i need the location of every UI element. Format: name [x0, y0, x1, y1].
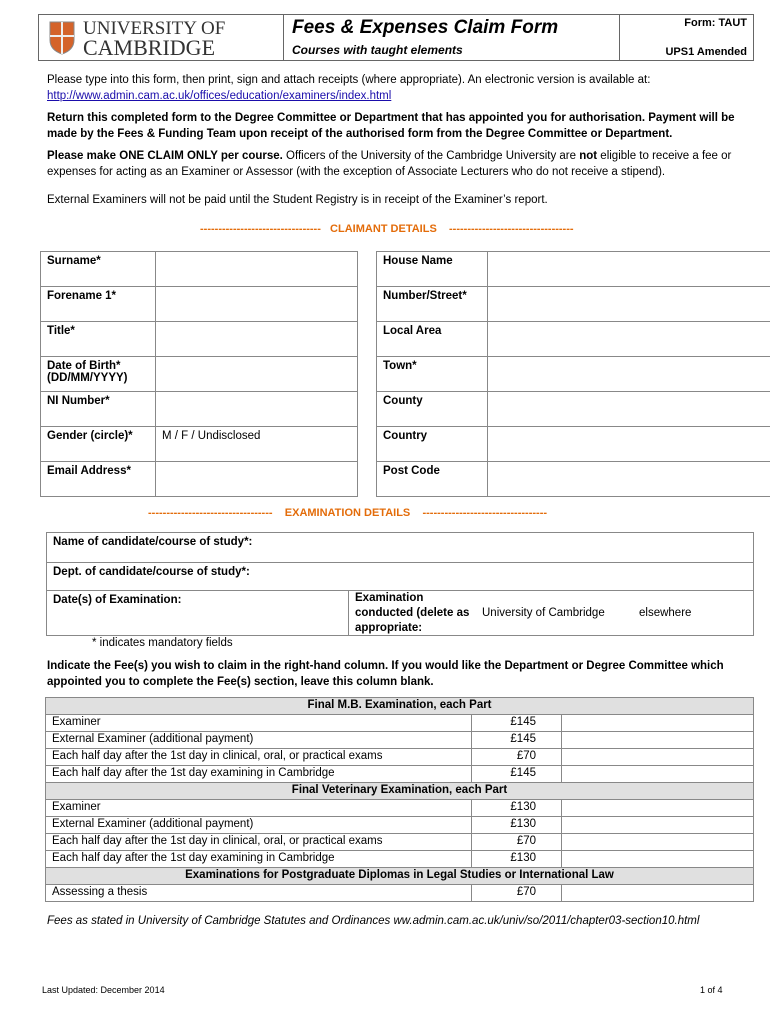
one-claim-text2: eligible to receive a fee or expenses for acting as an Examiner or Assessor (with the exception of Associate Lecturers who do not receive a stipend).	[47, 150, 732, 178]
claimant-row	[377, 427, 770, 462]
fee-description: External Examiner (additional payment)	[46, 732, 472, 749]
fee-row	[46, 732, 754, 749]
claimant-row	[41, 287, 358, 322]
claimant-table-right	[376, 251, 770, 497]
field-input[interactable]	[156, 462, 358, 497]
fee-claim-input[interactable]	[562, 885, 754, 902]
claimant-row	[41, 427, 358, 462]
fee-amount: £70	[472, 885, 562, 902]
fee-description: Each half day after the 1st day in clinical, oral, or practical exams	[46, 749, 472, 766]
last-updated: Last Updated: December 2014	[42, 985, 165, 995]
field-label: Surname*	[41, 252, 156, 287]
fee-amount: £130	[472, 817, 562, 834]
claimant-row	[41, 322, 358, 357]
external-examiner-note: External Examiners will not be paid until the Student Registry is in receipt of the Examiner’s report.	[47, 194, 548, 206]
fee-claim-input[interactable]	[562, 715, 754, 732]
examiners-link[interactable]: http://www.admin.cam.ac.uk/offices/education/examiners/index.html	[47, 90, 392, 102]
claimant-table-left	[40, 251, 358, 497]
fee-section-title: Final M.B. Examination, each Part	[46, 698, 754, 715]
one-claim-bold: Please make ONE CLAIM ONLY per course.	[47, 150, 283, 162]
cambridge-crest-icon	[49, 21, 75, 55]
fee-description: External Examiner (additional payment)	[46, 817, 472, 834]
field-label: Gender (circle)*	[41, 427, 156, 462]
option-cambridge[interactable]: University of Cambridge	[482, 607, 605, 619]
field-label: Country	[377, 427, 488, 462]
field-label: House Name	[377, 252, 488, 287]
fee-claim-input[interactable]	[562, 851, 754, 868]
claimant-row	[377, 322, 770, 357]
claimant-row	[41, 252, 358, 287]
fee-amount: £70	[472, 749, 562, 766]
fee-section-header	[46, 868, 754, 885]
exam-dates-field[interactable]: Date(s) of Examination:	[47, 591, 349, 636]
fee-amount: £130	[472, 851, 562, 868]
field-label: Post Code	[377, 462, 488, 497]
one-claim-note	[47, 148, 737, 180]
field-label: Forename 1*	[41, 287, 156, 322]
not-emphasis: not	[579, 150, 598, 162]
fee-amount: £145	[472, 732, 562, 749]
logo-line1: UNIVERSITY OF	[83, 17, 226, 39]
fee-row	[46, 766, 754, 783]
claimant-row	[377, 392, 770, 427]
fee-amount: £145	[472, 715, 562, 732]
fee-description: Examiner	[46, 800, 472, 817]
field-input[interactable]	[488, 392, 770, 427]
fee-claim-input[interactable]	[562, 766, 754, 783]
fee-section-title: Final Veterinary Examination, each Part	[46, 783, 754, 800]
fee-section-header	[46, 783, 754, 800]
fee-section-title: Examinations for Postgraduate Diplomas in Legal Studies or International Law	[46, 868, 754, 885]
return-note: Return this completed form to the Degree Committee or Department that has appointed you for authorisation. Payment will be made by the Fees & Funding Team upon receipt of the authorised form from the Degree Committee or Department.	[47, 112, 735, 140]
fee-description: Each half day after the 1st day examining in Cambridge	[46, 851, 472, 868]
field-input[interactable]	[156, 287, 358, 322]
fee-row	[46, 749, 754, 766]
field-input[interactable]	[156, 252, 358, 287]
field-label: Email Address*	[41, 462, 156, 497]
fee-amount: £130	[472, 800, 562, 817]
form-version: UPS1 Amended	[665, 46, 747, 58]
claimant-row	[41, 357, 358, 392]
field-input[interactable]	[488, 427, 770, 462]
fee-description: Each half day after the 1st day in clinical, oral, or practical exams	[46, 834, 472, 851]
fee-row	[46, 817, 754, 834]
exam-conducted-label: Examination conducted (delete as appropriate:	[355, 591, 470, 634]
fee-row	[46, 851, 754, 868]
fee-row	[46, 715, 754, 732]
field-label: Title*	[41, 322, 156, 357]
page-number: 1 of 4	[700, 985, 723, 995]
form-subtitle: Courses with taught elements	[292, 43, 463, 57]
fees-note: Fees as stated in University of Cambridge Statutes and Ordinances ww.admin.cam.ac.uk/univ/so/2011/chapter03-section10.html	[47, 915, 700, 927]
fee-claim-input[interactable]	[562, 800, 754, 817]
fee-row	[46, 885, 754, 902]
form-title: Fees & Expenses Claim Form	[292, 17, 559, 38]
field-input[interactable]: M / F / Undisclosed	[156, 427, 358, 462]
field-input[interactable]	[488, 252, 770, 287]
fee-amount: £145	[472, 766, 562, 783]
field-input[interactable]	[488, 322, 770, 357]
fee-description: Each half day after the 1st day examining in Cambridge	[46, 766, 472, 783]
fee-section-header	[46, 698, 754, 715]
claimant-row	[377, 287, 770, 322]
mandatory-note: * indicates mandatory fields	[92, 637, 233, 649]
fee-row	[46, 800, 754, 817]
field-label: NI Number*	[41, 392, 156, 427]
claimant-row	[377, 357, 770, 392]
field-input[interactable]	[156, 357, 358, 392]
intro	[47, 72, 737, 104]
university-logo	[39, 15, 284, 60]
field-label: Date of Birth* (DD/MM/YYYY)	[41, 357, 156, 392]
option-elsewhere[interactable]: elsewhere	[639, 607, 692, 619]
fee-description: Assessing a thesis	[46, 885, 472, 902]
logo-line2: CAMBRIDGE	[83, 34, 216, 60]
fee-table	[45, 697, 754, 902]
claimant-row	[377, 252, 770, 287]
candidate-name-field[interactable]: Name of candidate/course of study*:	[47, 533, 754, 563]
fee-instructions: Indicate the Fee(s) you wish to claim in the right-hand column. If you would like the Department or Degree Committee which appointed you to complete the Fee(s) section, leave this column blank.	[47, 660, 724, 688]
field-input[interactable]	[488, 357, 770, 392]
fee-claim-input[interactable]	[562, 749, 754, 766]
fee-description: Examiner	[46, 715, 472, 732]
fee-claim-input[interactable]	[562, 834, 754, 851]
field-input[interactable]	[156, 392, 358, 427]
field-label: Town*	[377, 357, 488, 392]
claimant-row	[377, 462, 770, 497]
field-label: County	[377, 392, 488, 427]
fee-claim-input[interactable]	[562, 817, 754, 834]
fee-claim-input[interactable]	[562, 732, 754, 749]
fee-row	[46, 834, 754, 851]
intro-text: Please type into this form, then print, sign and attach receipts (where appropriate). An electronic version is available at:	[47, 74, 651, 86]
fee-amount: £70	[472, 834, 562, 851]
one-claim-text1: Officers of the University of the Cambridge University are	[282, 150, 580, 162]
field-input[interactable]	[156, 322, 358, 357]
field-input[interactable]	[488, 462, 770, 497]
form-header	[38, 14, 754, 61]
claimant-row	[41, 462, 358, 497]
claimant-details-heading: --------------------------------- CLAIMANT DETAILS ----------------------------------	[200, 223, 574, 235]
examination-details-heading: ---------------------------------- EXAMINATION DETAILS ----------------------------------	[148, 507, 548, 519]
field-label: Number/Street*	[377, 287, 488, 322]
form-code: Form: TAUT	[684, 17, 747, 29]
claimant-row	[41, 392, 358, 427]
field-input[interactable]	[488, 287, 770, 322]
examination-table	[46, 532, 754, 636]
field-label: Local Area	[377, 322, 488, 357]
candidate-dept-field[interactable]: Dept. of candidate/course of study*:	[47, 563, 754, 591]
